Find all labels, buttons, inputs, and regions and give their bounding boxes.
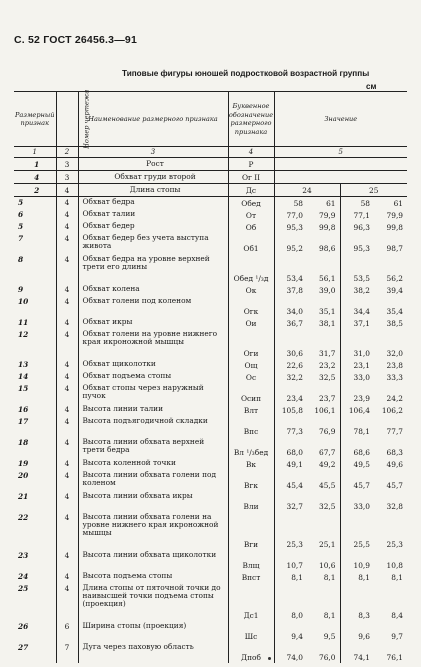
- value-cell: 23,4: [286, 393, 303, 403]
- value-cell: 23,7: [307, 383, 340, 404]
- value-cell: 34,0: [286, 306, 303, 316]
- row-number: 14: [14, 371, 56, 383]
- column-index-row: [14, 147, 407, 158]
- value-cell: 39,4: [386, 285, 404, 295]
- table-row: [14, 583, 407, 621]
- row-number: 24: [14, 571, 56, 583]
- value-cell: 25,3: [386, 539, 404, 549]
- step-number: 4: [56, 197, 78, 209]
- measurement-code: Вги: [228, 512, 274, 550]
- value-cell: 23,2: [307, 359, 340, 371]
- col-header-step: [56, 89, 90, 149]
- row-number: 11: [14, 317, 56, 329]
- value-cell: 61: [307, 197, 340, 209]
- value-cell: 22,6: [286, 360, 303, 370]
- step-number: 4: [56, 512, 78, 550]
- value-cell: 61: [393, 198, 404, 208]
- value-cell: 10,7: [286, 560, 303, 570]
- table-row: [14, 221, 407, 233]
- step-number: 3: [56, 158, 78, 171]
- measurement-code: Огк: [228, 296, 274, 317]
- value-cell: [274, 171, 407, 184]
- value-cell: 76,9: [307, 416, 340, 437]
- measurement-code: Р: [228, 158, 274, 171]
- measurement-name: Обхват бедра на уровне верхней трети его длины: [78, 254, 228, 284]
- value-cell: 56,2: [386, 273, 404, 283]
- column-index-cell: 3: [78, 147, 228, 158]
- table-row: [14, 296, 407, 317]
- value-cell: 32,8: [386, 501, 404, 511]
- value-cell: 32,5: [307, 371, 340, 383]
- row-number: 1: [14, 158, 56, 171]
- value-cell: 95,2: [286, 243, 303, 253]
- table-row: [14, 383, 407, 404]
- col-header-step-label: Номер чертежа: [81, 89, 90, 149]
- fixed-row: [14, 158, 407, 171]
- value-cell: 8,1: [307, 571, 340, 583]
- value-cell: 53,5: [353, 273, 370, 283]
- table-row: [14, 458, 407, 470]
- value-cell: 33,0: [353, 372, 370, 382]
- step-number: 4: [56, 550, 78, 571]
- row-number: 6: [14, 209, 56, 221]
- column-index-cell: 4: [228, 147, 274, 158]
- table-row: [14, 621, 407, 642]
- step-number: 4: [56, 284, 78, 296]
- value-cell: 77,0: [286, 210, 303, 220]
- measurement-name: Обхват подъема стопы: [78, 371, 228, 383]
- step-number: 4: [56, 470, 78, 491]
- table-row: [14, 284, 407, 296]
- table-row: [14, 317, 407, 329]
- value-cell: 49,2: [307, 458, 340, 470]
- table-title: Типовые фигуры юношей подростковой возрастной группы: [122, 69, 370, 78]
- measurement-code: Ог II: [228, 171, 274, 184]
- value-cell: 8,4: [391, 610, 404, 620]
- value-cell: 77,1: [353, 210, 370, 220]
- measurement-name: Ширина стопы (проекция): [78, 621, 228, 642]
- row-number: 7: [14, 233, 56, 254]
- value-cell: 98,6: [307, 233, 340, 254]
- step-number: 3: [56, 171, 78, 184]
- measurement-name: Высота подъема стопы: [78, 571, 228, 583]
- measurement-name: Обхват бедер: [78, 221, 228, 233]
- col-header-values: Значение: [274, 92, 407, 147]
- measurement-name: Длина стопы от пяточной точки до наивысшей точки подъема стопы (проекция): [78, 583, 228, 621]
- value-cell: 45,4: [286, 480, 303, 490]
- value-cell: 99,8: [386, 222, 404, 232]
- step-number: 4: [56, 583, 78, 621]
- column-index-cell: 1: [14, 147, 56, 158]
- measurement-code: Вк: [228, 458, 274, 470]
- value-cell: 25,1: [307, 512, 340, 550]
- row-number: 5: [14, 221, 56, 233]
- step-number: 7: [56, 642, 78, 663]
- step-number: 4: [56, 491, 78, 512]
- value-cell: 58: [360, 198, 370, 208]
- value-group-header: 24: [274, 184, 340, 197]
- measurement-code: Вгк: [228, 470, 274, 491]
- measurement-name: Высота линии талии: [78, 404, 228, 416]
- value-cell: 33,0: [353, 501, 370, 511]
- measurement-code: Обед: [228, 197, 274, 209]
- value-cell: 49,1: [286, 459, 303, 469]
- measurement-code: От: [228, 209, 274, 221]
- value-cell: 31,0: [353, 348, 370, 358]
- step-number: 4: [56, 184, 78, 197]
- value-cell: 33,3: [386, 372, 404, 382]
- value-cell: 37,1: [353, 318, 370, 328]
- measurement-code: Влт: [228, 404, 274, 416]
- measurement-name: Обхват стопы через наружный пучок: [78, 383, 228, 404]
- table-row: [14, 571, 407, 583]
- table-row: [14, 209, 407, 221]
- measurement-name: Высота подъягодичной складки: [78, 416, 228, 437]
- value-cell: 98,7: [386, 243, 404, 253]
- value-cell: 53,4: [286, 273, 303, 283]
- measurements-table: [14, 91, 407, 663]
- value-cell: 25,5: [353, 539, 370, 549]
- value-cell: 9,6: [358, 631, 370, 641]
- value-cell: 35,4: [386, 306, 404, 316]
- col-header-size-sign: Размерный признак: [14, 92, 56, 147]
- measurement-name: Рост: [78, 158, 228, 171]
- page-mark: [268, 657, 271, 660]
- table-row: [14, 329, 407, 359]
- value-cell: 32,5: [307, 491, 340, 512]
- step-number: 6: [56, 621, 78, 642]
- measurement-name: Дуга через паховую область: [78, 642, 228, 663]
- row-number: 21: [14, 491, 56, 512]
- value-cell: 76,1: [386, 652, 404, 662]
- measurement-code: Впст: [228, 571, 274, 583]
- measurement-code: Впс: [228, 416, 274, 437]
- row-number: 2: [14, 184, 56, 197]
- measurement-name: Обхват бедер без учета выступа живота: [78, 233, 228, 254]
- measurement-code: Влщ: [228, 550, 274, 571]
- value-cell: 37,8: [286, 285, 303, 295]
- table-row: [14, 371, 407, 383]
- value-cell: 10,8: [386, 560, 404, 570]
- step-number: 4: [56, 296, 78, 317]
- value-cell: 78,1: [353, 426, 370, 436]
- table-row: [14, 404, 407, 416]
- step-number: 4: [56, 371, 78, 383]
- measurement-code: Вл ¹/₃бед: [228, 437, 274, 458]
- row-number: 23: [14, 550, 56, 571]
- step-number: 4: [56, 233, 78, 254]
- value-cell: 105,8: [281, 405, 303, 415]
- value-cell: 49,6: [386, 459, 404, 469]
- value-cell: 23,9: [353, 393, 370, 403]
- col-header-code: Буквенное обозначение размерного признака: [228, 92, 274, 147]
- value-cell: 10,6: [307, 550, 340, 571]
- value-cell: 34,4: [353, 306, 370, 316]
- value-cell: 9,4: [291, 631, 303, 641]
- value-cell: 24,2: [386, 393, 404, 403]
- table-row: [14, 437, 407, 458]
- value-cell: 39,0: [307, 284, 340, 296]
- value-cell: 106,1: [307, 404, 340, 416]
- value-cell: 68,6: [353, 447, 370, 457]
- value-cell: 9,7: [391, 631, 404, 641]
- step-number: 4: [56, 254, 78, 284]
- measurement-code: Оги: [228, 329, 274, 359]
- value-cell: 9,5: [307, 621, 340, 642]
- value-cell: 106,4: [348, 405, 370, 415]
- measurement-code: Ос: [228, 371, 274, 383]
- value-cell: 99,8: [307, 221, 340, 233]
- step-number: 4: [56, 437, 78, 458]
- value-cell: 68,0: [286, 447, 303, 457]
- table-row: [14, 550, 407, 571]
- row-number: 25: [14, 583, 56, 621]
- value-cell: 95,3: [286, 222, 303, 232]
- measurement-code: Дс1: [228, 583, 274, 621]
- value-cell: 45,7: [386, 480, 404, 490]
- value-cell: 31,7: [307, 329, 340, 359]
- table-row: [14, 197, 407, 209]
- measurement-name: Высота линии обхвата щиколотки: [78, 550, 228, 571]
- table-row: [14, 470, 407, 491]
- measurement-code: Ощ: [228, 359, 274, 371]
- measurement-code: Ои: [228, 317, 274, 329]
- measurement-name: Обхват талии: [78, 209, 228, 221]
- value-cell: 23,1: [353, 360, 370, 370]
- measurement-code: Дпоб: [228, 642, 274, 663]
- value-cell: 74,1: [353, 652, 370, 662]
- value-cell: 32,7: [286, 501, 303, 511]
- value-cell: 30,6: [286, 348, 303, 358]
- step-number: 4: [56, 383, 78, 404]
- value-group-header: 25: [340, 184, 407, 197]
- measurement-name: Обхват колена: [78, 284, 228, 296]
- row-number: 20: [14, 470, 56, 491]
- page-header: С. 52 ГОСТ 26456.3—91: [14, 34, 137, 46]
- value-cell: 68,3: [386, 447, 404, 457]
- value-cell: 10,9: [353, 560, 370, 570]
- row-number: 17: [14, 416, 56, 437]
- step-number: 4: [56, 329, 78, 359]
- measurement-name: Высота линии обхвата икры: [78, 491, 228, 512]
- value-cell: 35,1: [307, 296, 340, 317]
- table-row: [14, 416, 407, 437]
- step-number: 4: [56, 317, 78, 329]
- row-number: 12: [14, 329, 56, 359]
- row-number: 18: [14, 437, 56, 458]
- measurement-code: Вли: [228, 491, 274, 512]
- row-number: 16: [14, 404, 56, 416]
- measurement-code: Об1: [228, 233, 274, 254]
- step-number: 4: [56, 458, 78, 470]
- value-cell: 45,7: [353, 480, 370, 490]
- value-cell: 38,2: [353, 285, 370, 295]
- value-cell: [274, 158, 407, 171]
- value-cell: 45,5: [307, 470, 340, 491]
- column-index-cell: 2: [56, 147, 78, 158]
- value-cell: 77,7: [386, 426, 404, 436]
- value-cell: 77,3: [286, 426, 303, 436]
- value-cell: 95,3: [353, 243, 370, 253]
- step-number: 4: [56, 404, 78, 416]
- value-cell: 58: [293, 198, 303, 208]
- row-number: 22: [14, 512, 56, 550]
- row-number: 15: [14, 383, 56, 404]
- value-cell: 8,1: [358, 572, 370, 582]
- value-cell: 106,2: [381, 405, 404, 415]
- measurement-code: Обед ¹/₃д: [228, 254, 274, 284]
- table-row: [14, 359, 407, 371]
- column-index-cell: 5: [274, 147, 407, 158]
- measurement-name: Длина стопы: [78, 184, 228, 197]
- value-cell: 67,7: [307, 437, 340, 458]
- value-cell: 23,8: [386, 360, 404, 370]
- measurement-name: Высота линии обхвата голени на уровне нижнего края икроножной мышцы: [78, 512, 228, 550]
- measurement-code: Ок: [228, 284, 274, 296]
- value-cell: 25,3: [286, 539, 303, 549]
- value-cell: 96,3: [353, 222, 370, 232]
- measurement-code: Об: [228, 221, 274, 233]
- row-number: 26: [14, 621, 56, 642]
- table-row: [14, 491, 407, 512]
- table-row: [14, 254, 407, 284]
- row-number: 19: [14, 458, 56, 470]
- value-cell: 56,1: [307, 254, 340, 284]
- step-number: 4: [56, 571, 78, 583]
- measurement-name: Обхват голени под коленом: [78, 296, 228, 317]
- value-cell: 79,9: [386, 210, 404, 220]
- value-cell: 8,1: [291, 572, 303, 582]
- value-cell: 8,0: [291, 610, 303, 620]
- value-cell: 36,7: [286, 318, 303, 328]
- table-row: [14, 642, 407, 663]
- value-cell: 32,0: [386, 348, 404, 358]
- step-number: 4: [56, 221, 78, 233]
- step-number: 4: [56, 416, 78, 437]
- row-number: 8: [14, 254, 56, 284]
- value-cell: 38,5: [386, 318, 404, 328]
- value-cell: 76,0: [307, 642, 340, 663]
- row-number: 5: [14, 197, 56, 209]
- measurement-name: Обхват голени на уровне нижнего края икроножной мышцы: [78, 329, 228, 359]
- measurement-name: Обхват икры: [78, 317, 228, 329]
- row-number: 10: [14, 296, 56, 317]
- row-number: 13: [14, 359, 56, 371]
- measurement-name: Обхват бедра: [78, 197, 228, 209]
- value-cell: 8,1: [391, 572, 404, 582]
- measurement-code: Осип: [228, 383, 274, 404]
- value-cell: 32,2: [286, 372, 303, 382]
- fixed-row: [14, 171, 407, 184]
- step-number: 4: [56, 209, 78, 221]
- row-number: 27: [14, 642, 56, 663]
- value-cell: 8,3: [358, 610, 370, 620]
- table-row: [14, 233, 407, 254]
- value-cell: 49,5: [353, 459, 370, 469]
- step-number: 4: [56, 359, 78, 371]
- measurement-name: Обхват щиколотки: [78, 359, 228, 371]
- unit-label: см: [366, 82, 377, 91]
- value-cell: 38,1: [307, 317, 340, 329]
- value-cell: 79,9: [307, 209, 340, 221]
- measurement-name: Высота коленной точки: [78, 458, 228, 470]
- measurement-name: Обхват груди второй: [78, 171, 228, 184]
- measurement-name: Высота линии обхвата голени под коленом: [78, 470, 228, 491]
- fixed-row: [14, 184, 407, 197]
- row-number: 9: [14, 284, 56, 296]
- measurement-code: Дс: [228, 184, 274, 197]
- col-header-name: Наименование размерного признака: [78, 92, 228, 147]
- row-number: 4: [14, 171, 56, 184]
- value-cell: 8,1: [307, 583, 340, 621]
- table-row: [14, 512, 407, 550]
- measurement-code: Шс: [228, 621, 274, 642]
- measurement-name: Высота линии обхвата верхней трети бедра: [78, 437, 228, 458]
- value-cell: 74,0: [286, 652, 303, 662]
